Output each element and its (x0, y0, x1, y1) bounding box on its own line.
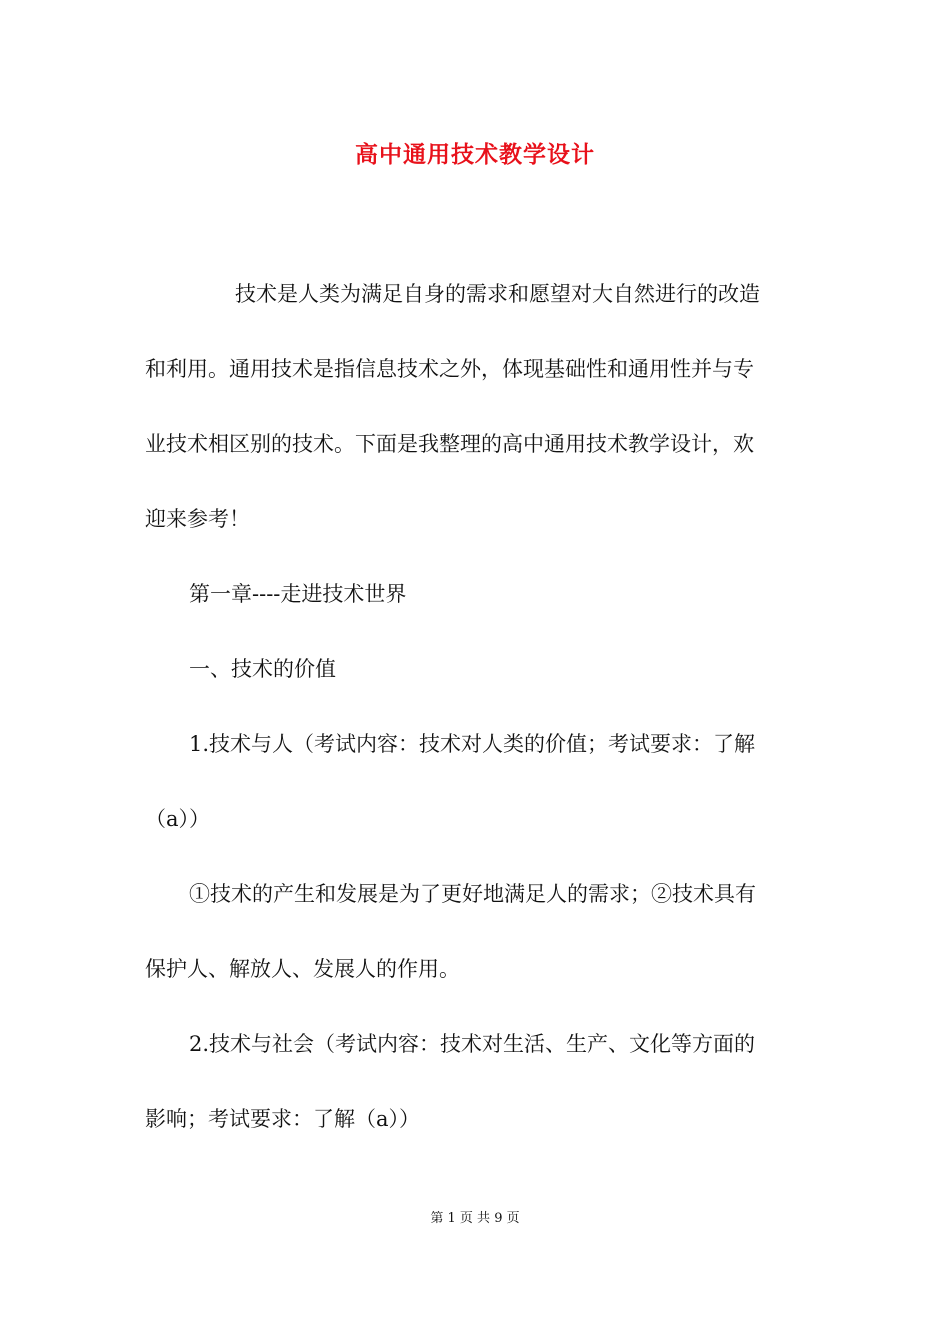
section-heading: 一、技术的价值 (189, 657, 336, 681)
body-line-3: 业技术相区别的技术。下面是我整理的高中通用技术教学设计，欢 (145, 432, 754, 456)
body-line-9: ①技术的产生和发展是为了更好地满足人的需求；②技术具有 (189, 882, 756, 906)
body-line-4: 迎来参考！ (145, 507, 250, 531)
body-line-2: 和利用。通用技术是指信息技术之外，体现基础性和通用性并与专 (145, 357, 754, 381)
chapter-heading: 第一章----走进技术世界 (189, 582, 407, 606)
body-line-12: 影响；考试要求：了解（a）） (145, 1107, 421, 1131)
document-title: 高中通用技术教学设计 (355, 141, 595, 168)
document-body (145, 257, 807, 1157)
body-line-8: （a）） (145, 807, 211, 831)
body-line-7: 1.技术与人（考试内容：技术对人类的价值；考试要求：了解 (189, 732, 756, 756)
body-line-11: 2.技术与社会（考试内容：技术对生活、生产、文化等方面的 (189, 1032, 756, 1056)
page-footer: 第 1 页 共 9 页 (430, 1211, 520, 1226)
body-line-10: 保护人、解放人、发展人的作用。 (145, 957, 460, 981)
body-line-1: 技术是人类为满足自身的需求和愿望对大自然进行的改造 (235, 282, 760, 306)
